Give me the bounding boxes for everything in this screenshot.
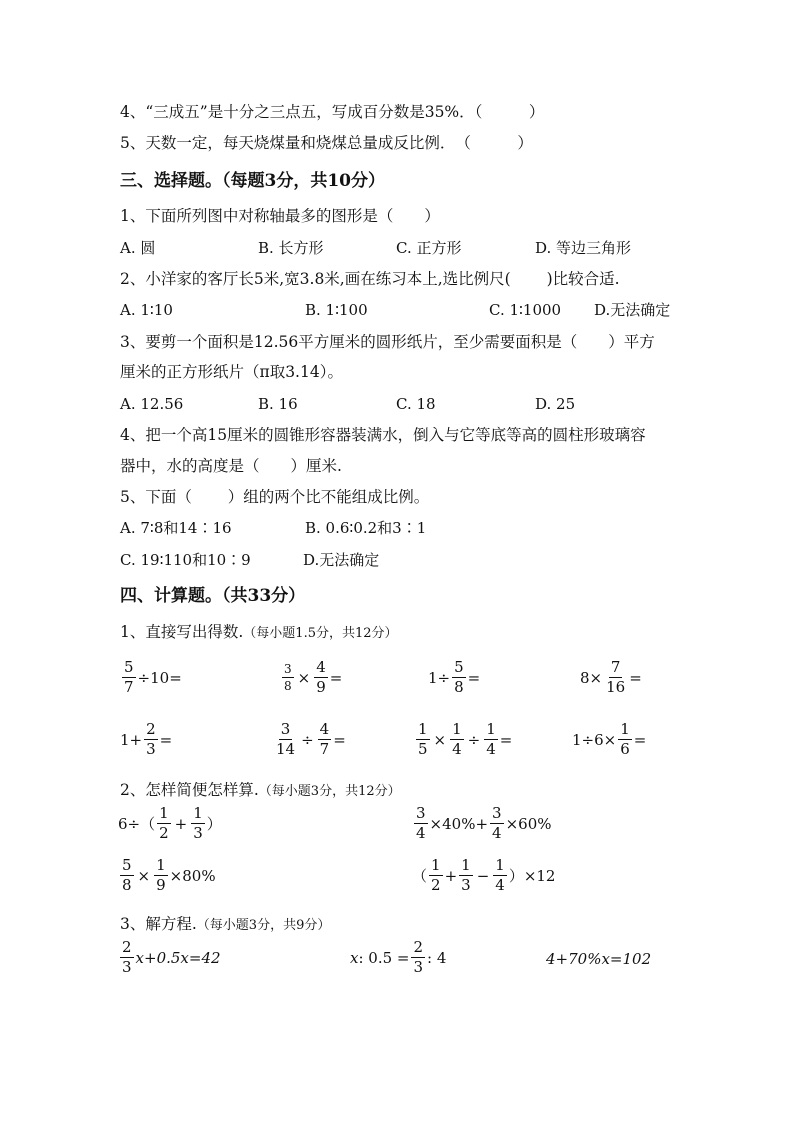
- s3-q2-text: 2、小洋家的客厅长5米,宽3.8米,画在练习本上,选比例尺( )比较合适.: [120, 270, 620, 288]
- s3-q3-option-a: A. 12.56: [120, 395, 184, 413]
- calc-1-7: $\frac{1}{5}$ × $\frac{1}{4}$ ÷ $\frac{1}{4}$ =: [418, 720, 513, 758]
- calc-1-6: $\frac{3}{14}$ ÷ $\frac{4}{7}$ =: [276, 720, 346, 758]
- judge-q5: 5、天数一定，每天烧煤量和烧煤总量成反比例． （ ）: [120, 134, 533, 152]
- s4-part3-note: （每小题3分，共9分）: [196, 918, 331, 933]
- calc-1-1: $\frac{5}{7}$ ÷10=: [124, 658, 182, 696]
- s3-q4-text-1: 4、把一个高15厘米的圆锥形容器装满水，倒入与它等底等高的圆柱形玻璃容: [120, 426, 646, 444]
- s3-q3-text-1: 3、要剪一个面积是12.56平方厘米的圆形纸片，至少需要面积是（ ）平方: [120, 333, 655, 351]
- s4-part2-label: 2、怎样简便怎样算.: [120, 781, 259, 799]
- s3-q5-option-b: B. 0.6∶0.2和3∶1: [305, 519, 427, 537]
- calc-2-1: 6÷（ $\frac{1}{2}$ + $\frac{1}{3}$ ）: [118, 804, 222, 842]
- s3-q2-option-b: B. 1∶100: [305, 301, 368, 319]
- s4-part3-label: 3、解方程.: [120, 915, 197, 933]
- s3-q5-text: 5、下面（ ）组的两个比不能组成比例。: [120, 488, 430, 506]
- s3-q5-option-a: A. 7∶8和14∶16: [120, 519, 232, 537]
- s3-q3-text-2: 厘米的正方形纸片（π取3.14）。: [120, 363, 343, 381]
- equation-1: $\frac{2}{3}$ x+0.5x=42: [122, 938, 221, 976]
- calc-1-5: 1+ $\frac{2}{3}$ =: [120, 720, 173, 758]
- section4-title: 四、计算题。（共33分）: [120, 586, 306, 606]
- calc-1-8: 1÷6× $\frac{1}{6}$ =: [572, 720, 647, 758]
- equation-3: 4+70%x=102: [546, 950, 652, 968]
- s3-q1-option-b: B. 长方形: [258, 239, 324, 257]
- s3-q3-option-b: B. 16: [258, 395, 298, 413]
- calc-2-3: $\frac{5}{8}$ × $\frac{1}{9}$ ×80%: [122, 856, 216, 894]
- s3-q1-text: 1、下面所列图中对称轴最多的图形是（ ）: [120, 207, 440, 225]
- s3-q3-option-d: D. 25: [535, 395, 576, 413]
- calc-1-4: 8× $\frac{7}{16}$ =: [580, 658, 642, 696]
- s3-q1-option-c: C. 正方形: [396, 239, 462, 257]
- s3-q5-option-d: D.无法确定: [303, 551, 380, 569]
- s3-q2-option-c: C. 1∶1000: [489, 301, 562, 319]
- section3-title: 三、选择题。（每题3分，共10分）: [120, 171, 385, 191]
- s3-q4-text-2: 器中，水的高度是（ ）厘米.: [120, 457, 342, 475]
- calc-2-4: （ $\frac{1}{2}$ + $\frac{1}{3}$ − $\frac{1}{4}$ ）×12: [412, 856, 556, 894]
- s4-part2-heading: [120, 780, 401, 802]
- calc-1-2: $\frac{3}{8}$ × $\frac{4}{9}$ =: [284, 658, 343, 696]
- s3-q2-option-d: D.无法确定: [594, 301, 671, 319]
- calc-1-3: 1÷ $\frac{5}{8}$ =: [428, 658, 481, 696]
- s4-part1-heading: [120, 622, 398, 644]
- s4-part2-note: （每小题3分，共12分）: [258, 784, 401, 799]
- s3-q1-option-a: A. 圆: [120, 239, 156, 257]
- s3-q2-option-a: A. 1∶10: [120, 301, 173, 319]
- s3-q3-option-c: C. 18: [396, 395, 436, 413]
- s3-q5-option-c: C. 19∶110和10∶9: [120, 551, 251, 569]
- s4-part3-heading: [120, 914, 330, 936]
- s4-part1-label: 1、直接写出得数.: [120, 623, 244, 641]
- s3-q1-option-d: D. 等边三角形: [535, 239, 632, 257]
- calc-2-2: $\frac{3}{4}$ ×40%+ $\frac{3}{4}$ ×60%: [416, 804, 552, 842]
- s4-part1-note: （每小题1.5分，共12分）: [243, 626, 398, 641]
- judge-q4: 4、“三成五”是十分之三点五，写成百分数是35%．（ ）: [120, 103, 545, 121]
- equation-2: x : 0.5 = $\frac{2}{3}$ : 4: [350, 938, 447, 976]
